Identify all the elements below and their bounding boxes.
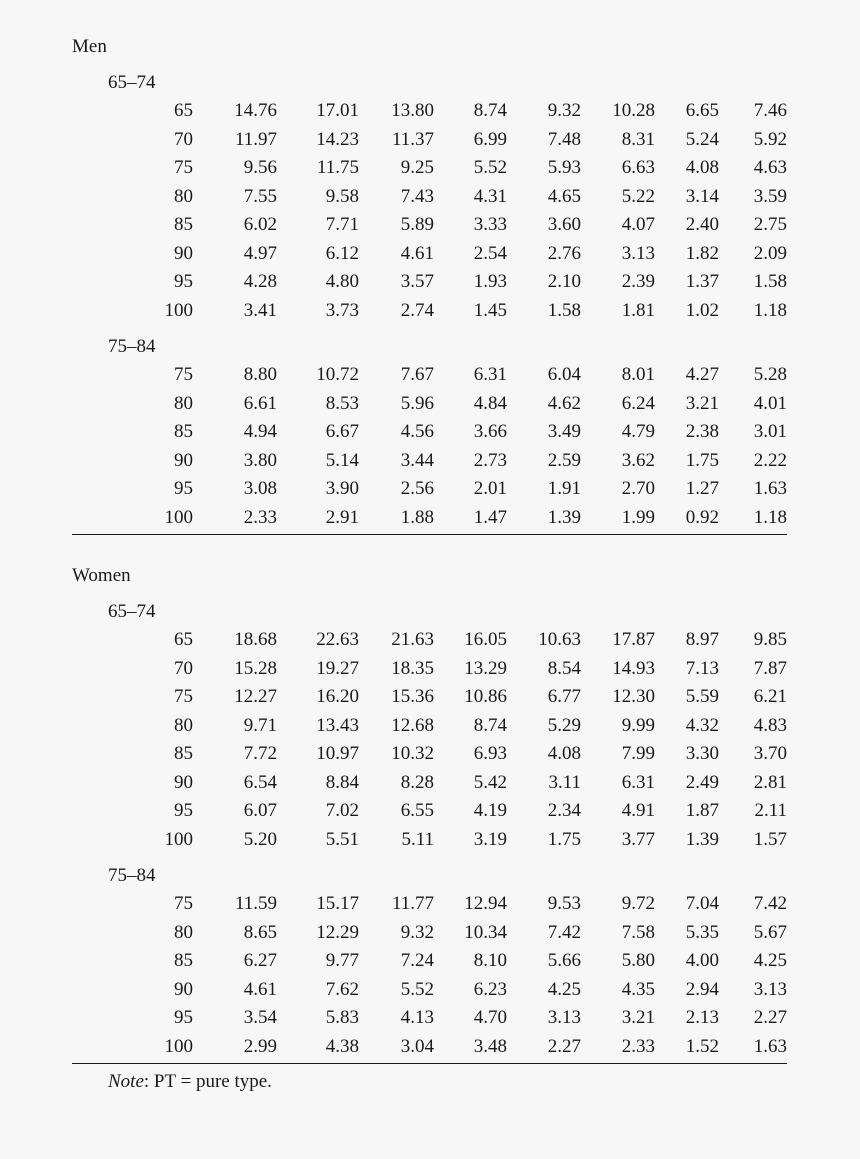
- value-cell: 6.21: [753, 686, 787, 707]
- table-row: [0, 447, 860, 475]
- value-cell: 7.71: [325, 214, 359, 235]
- value-cell: 1.02: [685, 299, 719, 321]
- value-cell: 5.66: [547, 950, 581, 971]
- value-cell: 6.63: [621, 157, 655, 178]
- value-cell: 7.87: [753, 657, 787, 679]
- table-row: [0, 797, 860, 825]
- table-row: [0, 769, 860, 797]
- value-cell: 9.71: [243, 714, 277, 736]
- value-cell: 4.70: [473, 1007, 507, 1028]
- value-cell: 8.65: [243, 921, 277, 943]
- value-cell: 7.02: [325, 800, 359, 821]
- value-cell: 8.10: [473, 950, 507, 971]
- value-cell: 1.82: [685, 242, 719, 264]
- value-cell: 3.11: [548, 771, 581, 793]
- age-cell: 90: [174, 449, 193, 471]
- subgroup-label: 65–74: [108, 601, 156, 622]
- value-cell: 6.27: [243, 950, 277, 971]
- table-row: [0, 890, 860, 918]
- age-cell: 95: [174, 478, 193, 499]
- value-cell: 1.93: [473, 271, 507, 292]
- age-cell: 85: [174, 214, 193, 235]
- table-row: [0, 655, 860, 683]
- value-cell: 6.77: [547, 686, 581, 707]
- value-cell: 13.80: [391, 100, 434, 121]
- value-cell: 15.28: [234, 657, 277, 679]
- value-cell: 1.88: [400, 506, 434, 528]
- value-cell: 5.83: [325, 1007, 359, 1028]
- value-cell: 3.21: [621, 1007, 655, 1028]
- value-cell: 4.61: [400, 242, 434, 264]
- value-cell: 2.76: [547, 242, 581, 264]
- age-cell: 95: [174, 800, 193, 821]
- value-cell: 9.99: [621, 714, 655, 736]
- value-cell: 5.59: [685, 686, 719, 707]
- value-cell: 4.19: [473, 800, 507, 821]
- value-cell: 3.48: [473, 1035, 507, 1057]
- value-cell: 3.30: [685, 743, 719, 764]
- value-cell: 5.24: [685, 128, 719, 150]
- value-cell: 12.29: [316, 921, 359, 943]
- value-cell: 2.56: [400, 478, 434, 499]
- value-cell: 6.54: [243, 771, 277, 793]
- value-cell: 3.70: [753, 743, 787, 764]
- value-cell: 9.72: [621, 893, 655, 914]
- value-cell: 17.01: [316, 100, 359, 121]
- value-cell: 1.87: [685, 800, 719, 821]
- value-cell: 7.46: [753, 100, 787, 121]
- value-cell: 6.04: [547, 364, 581, 385]
- value-cell: 11.97: [234, 128, 277, 150]
- table-row: [0, 712, 860, 740]
- value-cell: 1.63: [753, 478, 787, 499]
- value-cell: 9.58: [325, 185, 359, 207]
- table-row: [0, 976, 860, 1004]
- value-cell: 7.67: [400, 364, 434, 385]
- value-cell: 6.07: [243, 800, 277, 821]
- value-cell: 5.20: [243, 828, 277, 850]
- value-cell: 4.61: [243, 978, 277, 1000]
- value-cell: 5.22: [621, 185, 655, 207]
- table-row: [0, 418, 860, 446]
- value-cell: 6.93: [473, 743, 507, 764]
- value-cell: 9.53: [547, 893, 581, 914]
- value-cell: 6.31: [621, 771, 655, 793]
- group-label: Women: [72, 565, 131, 586]
- value-cell: 10.63: [538, 629, 581, 650]
- value-cell: 4.25: [753, 950, 787, 971]
- value-cell: 4.08: [547, 743, 581, 764]
- value-cell: 5.29: [547, 714, 581, 736]
- table-row: [0, 1004, 860, 1032]
- value-cell: 6.23: [473, 978, 507, 1000]
- value-cell: 7.04: [685, 893, 719, 914]
- value-cell: 2.94: [685, 978, 719, 1000]
- value-cell: 3.80: [243, 449, 277, 471]
- value-cell: 2.54: [473, 242, 507, 264]
- value-cell: 4.25: [547, 978, 581, 1000]
- table-row: [0, 683, 860, 711]
- value-cell: 11.77: [391, 893, 434, 914]
- value-cell: 3.13: [547, 1007, 581, 1028]
- value-cell: 3.66: [473, 421, 507, 442]
- value-cell: 3.60: [547, 214, 581, 235]
- value-cell: 7.24: [400, 950, 434, 971]
- value-cell: 11.59: [234, 893, 277, 914]
- value-cell: 9.25: [400, 157, 434, 178]
- value-cell: 2.27: [753, 1007, 787, 1028]
- age-cell: 100: [164, 299, 193, 321]
- value-cell: 7.72: [243, 743, 277, 764]
- value-cell: 7.99: [621, 743, 655, 764]
- value-cell: 3.14: [685, 185, 719, 207]
- table-row: [0, 1033, 860, 1061]
- value-cell: 10.34: [464, 921, 507, 943]
- value-cell: 9.77: [325, 950, 359, 971]
- value-cell: 1.39: [685, 828, 719, 850]
- value-cell: 9.32: [400, 921, 434, 943]
- table-row: [0, 297, 860, 325]
- value-cell: 4.13: [400, 1007, 434, 1028]
- value-cell: 1.81: [621, 299, 655, 321]
- value-cell: 1.99: [621, 506, 655, 528]
- value-cell: 6.65: [685, 100, 719, 121]
- value-cell: 4.35: [621, 978, 655, 1000]
- value-cell: 7.42: [547, 921, 581, 943]
- value-cell: 2.10: [547, 271, 581, 292]
- value-cell: 7.58: [621, 921, 655, 943]
- value-cell: 4.84: [473, 392, 507, 414]
- value-cell: 2.81: [753, 771, 787, 793]
- value-cell: 10.72: [316, 364, 359, 385]
- value-cell: 6.24: [621, 392, 655, 414]
- value-cell: 5.42: [473, 771, 507, 793]
- value-cell: 4.32: [685, 714, 719, 736]
- value-cell: 7.48: [547, 128, 581, 150]
- value-cell: 3.19: [473, 828, 507, 850]
- table-row: [0, 183, 860, 211]
- table-row: [0, 154, 860, 182]
- value-cell: 7.42: [753, 893, 787, 914]
- value-cell: 13.29: [464, 657, 507, 679]
- value-cell: 3.41: [243, 299, 277, 321]
- value-cell: 11.37: [391, 128, 434, 150]
- value-cell: 10.97: [316, 743, 359, 764]
- value-cell: 1.75: [547, 828, 581, 850]
- value-cell: 7.55: [243, 185, 277, 207]
- age-cell: 65: [174, 100, 193, 121]
- value-cell: 5.11: [401, 828, 434, 850]
- value-cell: 3.21: [685, 392, 719, 414]
- value-cell: 1.39: [547, 506, 581, 528]
- value-cell: 17.87: [612, 629, 655, 650]
- value-cell: 4.08: [685, 157, 719, 178]
- value-cell: 1.57: [753, 828, 787, 850]
- table-row: [0, 475, 860, 503]
- value-cell: 2.09: [753, 242, 787, 264]
- value-cell: 11.75: [316, 157, 359, 178]
- value-cell: 1.58: [753, 271, 787, 292]
- value-cell: 4.00: [685, 950, 719, 971]
- value-cell: 9.32: [547, 100, 581, 121]
- age-cell: 80: [174, 392, 193, 414]
- value-cell: 4.56: [400, 421, 434, 442]
- value-cell: 19.27: [316, 657, 359, 679]
- value-cell: 6.55: [400, 800, 434, 821]
- value-cell: 5.93: [547, 157, 581, 178]
- age-cell: 80: [174, 921, 193, 943]
- value-cell: 2.33: [243, 506, 277, 528]
- value-cell: 0.92: [685, 506, 719, 528]
- age-cell: 70: [174, 657, 193, 679]
- value-cell: 8.80: [243, 364, 277, 385]
- value-cell: 2.91: [325, 506, 359, 528]
- value-cell: 8.31: [621, 128, 655, 150]
- value-cell: 15.36: [391, 686, 434, 707]
- subgroup-label: 65–74: [108, 72, 156, 93]
- value-cell: 4.01: [753, 392, 787, 414]
- value-cell: 5.92: [753, 128, 787, 150]
- value-cell: 5.80: [621, 950, 655, 971]
- value-cell: 4.94: [243, 421, 277, 442]
- value-cell: 16.05: [464, 629, 507, 650]
- value-cell: 3.08: [243, 478, 277, 499]
- value-cell: 4.62: [547, 392, 581, 414]
- table-row: [0, 211, 860, 239]
- note-text: : PT = pure type.: [143, 1071, 272, 1092]
- value-cell: 10.32: [391, 743, 434, 764]
- value-cell: 8.74: [473, 100, 507, 121]
- value-cell: 3.04: [400, 1035, 434, 1057]
- value-cell: 12.30: [612, 686, 655, 707]
- value-cell: 4.65: [547, 185, 581, 207]
- age-cell: 80: [174, 185, 193, 207]
- value-cell: 1.27: [685, 478, 719, 499]
- value-cell: 8.84: [325, 771, 359, 793]
- value-cell: 14.76: [234, 100, 277, 121]
- age-cell: 85: [174, 421, 193, 442]
- value-cell: 5.14: [325, 449, 359, 471]
- note-label: Note: [108, 1071, 144, 1092]
- value-cell: 4.31: [473, 185, 507, 207]
- value-cell: 6.12: [325, 242, 359, 264]
- value-cell: 18.68: [234, 629, 277, 650]
- group-label: Men: [72, 36, 107, 57]
- table-row: [0, 268, 860, 296]
- value-cell: 22.63: [316, 629, 359, 650]
- value-cell: 4.83: [753, 714, 787, 736]
- age-cell: 75: [174, 157, 193, 178]
- value-cell: 5.28: [753, 364, 787, 385]
- table-row: [0, 240, 860, 268]
- value-cell: 2.40: [685, 214, 719, 235]
- value-cell: 1.91: [547, 478, 581, 499]
- value-cell: 2.13: [685, 1007, 719, 1028]
- age-cell: 80: [174, 714, 193, 736]
- table-row: [0, 947, 860, 975]
- table-row: [0, 390, 860, 418]
- value-cell: 4.28: [243, 271, 277, 292]
- value-cell: 4.27: [685, 364, 719, 385]
- value-cell: 4.63: [753, 157, 787, 178]
- age-cell: 75: [174, 893, 193, 914]
- value-cell: 3.62: [621, 449, 655, 471]
- value-cell: 2.70: [621, 478, 655, 499]
- value-cell: 10.28: [612, 100, 655, 121]
- value-cell: 4.91: [621, 800, 655, 821]
- value-cell: 8.01: [621, 364, 655, 385]
- value-cell: 6.61: [243, 392, 277, 414]
- value-cell: 12.68: [391, 714, 434, 736]
- table-row: [0, 826, 860, 854]
- value-cell: 7.43: [400, 185, 434, 207]
- value-cell: 2.27: [547, 1035, 581, 1057]
- table-row: [0, 919, 860, 947]
- value-cell: 3.59: [753, 185, 787, 207]
- subgroup-label: 75–84: [108, 865, 156, 886]
- age-cell: 75: [174, 686, 193, 707]
- value-cell: 12.94: [464, 893, 507, 914]
- value-cell: 14.93: [612, 657, 655, 679]
- value-cell: 4.38: [325, 1035, 359, 1057]
- value-cell: 9.56: [243, 157, 277, 178]
- table-row: [0, 740, 860, 768]
- value-cell: 3.13: [621, 242, 655, 264]
- value-cell: 3.01: [753, 421, 787, 442]
- value-cell: 2.22: [753, 449, 787, 471]
- value-cell: 4.07: [621, 214, 655, 235]
- value-cell: 1.37: [685, 271, 719, 292]
- value-cell: 6.31: [473, 364, 507, 385]
- value-cell: 1.18: [753, 506, 787, 528]
- value-cell: 1.58: [547, 299, 581, 321]
- value-cell: 2.75: [753, 214, 787, 235]
- value-cell: 2.01: [473, 478, 507, 499]
- value-cell: 10.86: [464, 686, 507, 707]
- value-cell: 5.67: [753, 921, 787, 943]
- age-cell: 95: [174, 271, 193, 292]
- value-cell: 7.62: [325, 978, 359, 1000]
- age-cell: 90: [174, 771, 193, 793]
- value-cell: 2.49: [685, 771, 719, 793]
- value-cell: 3.90: [325, 478, 359, 499]
- value-cell: 2.34: [547, 800, 581, 821]
- value-cell: 12.27: [234, 686, 277, 707]
- value-cell: 2.11: [754, 800, 787, 821]
- value-cell: 8.74: [473, 714, 507, 736]
- value-cell: 1.63: [753, 1035, 787, 1057]
- value-cell: 2.39: [621, 271, 655, 292]
- value-cell: 5.51: [325, 828, 359, 850]
- value-cell: 8.28: [400, 771, 434, 793]
- age-cell: 90: [174, 978, 193, 1000]
- age-cell: 95: [174, 1007, 193, 1028]
- value-cell: 5.96: [400, 392, 434, 414]
- value-cell: 2.33: [621, 1035, 655, 1057]
- value-cell: 6.99: [473, 128, 507, 150]
- value-cell: 9.85: [753, 629, 787, 650]
- value-cell: 3.54: [243, 1007, 277, 1028]
- value-cell: 2.99: [243, 1035, 277, 1057]
- section-rule: [72, 534, 787, 535]
- value-cell: 14.23: [316, 128, 359, 150]
- age-cell: 90: [174, 242, 193, 264]
- value-cell: 1.52: [685, 1035, 719, 1057]
- value-cell: 18.35: [391, 657, 434, 679]
- value-cell: 6.02: [243, 214, 277, 235]
- value-cell: 16.20: [316, 686, 359, 707]
- value-cell: 3.77: [621, 828, 655, 850]
- value-cell: 4.97: [243, 242, 277, 264]
- value-cell: 3.33: [473, 214, 507, 235]
- table-row: [0, 626, 860, 654]
- table-row: [0, 97, 860, 125]
- value-cell: 1.75: [685, 449, 719, 471]
- value-cell: 1.18: [753, 299, 787, 321]
- value-cell: 2.74: [400, 299, 434, 321]
- value-cell: 4.80: [325, 271, 359, 292]
- value-cell: 1.45: [473, 299, 507, 321]
- value-cell: 21.63: [391, 629, 434, 650]
- value-cell: 2.38: [685, 421, 719, 442]
- value-cell: 6.67: [325, 421, 359, 442]
- age-cell: 85: [174, 950, 193, 971]
- subgroup-label: 75–84: [108, 336, 156, 357]
- value-cell: 3.13: [753, 978, 787, 1000]
- value-cell: 3.49: [547, 421, 581, 442]
- value-cell: 5.89: [400, 214, 434, 235]
- value-cell: 5.35: [685, 921, 719, 943]
- value-cell: 8.53: [325, 392, 359, 414]
- value-cell: 4.79: [621, 421, 655, 442]
- age-cell: 65: [174, 629, 193, 650]
- value-cell: 5.52: [400, 978, 434, 1000]
- table-row: [0, 126, 860, 154]
- value-cell: 8.97: [685, 629, 719, 650]
- age-cell: 85: [174, 743, 193, 764]
- age-cell: 100: [164, 1035, 193, 1057]
- value-cell: 3.44: [400, 449, 434, 471]
- value-cell: 5.52: [473, 157, 507, 178]
- value-cell: 7.13: [685, 657, 719, 679]
- age-cell: 100: [164, 828, 193, 850]
- value-cell: 15.17: [316, 893, 359, 914]
- value-cell: 3.57: [400, 271, 434, 292]
- value-cell: 2.73: [473, 449, 507, 471]
- value-cell: 13.43: [316, 714, 359, 736]
- table-note: [108, 1070, 272, 1094]
- table-row: [0, 361, 860, 389]
- value-cell: 3.73: [325, 299, 359, 321]
- age-cell: 70: [174, 128, 193, 150]
- table-row: [0, 504, 860, 532]
- age-cell: 100: [164, 506, 193, 528]
- value-cell: 8.54: [547, 657, 581, 679]
- age-cell: 75: [174, 364, 193, 385]
- value-cell: 2.59: [547, 449, 581, 471]
- value-cell: 1.47: [473, 506, 507, 528]
- section-rule: [72, 1063, 787, 1064]
